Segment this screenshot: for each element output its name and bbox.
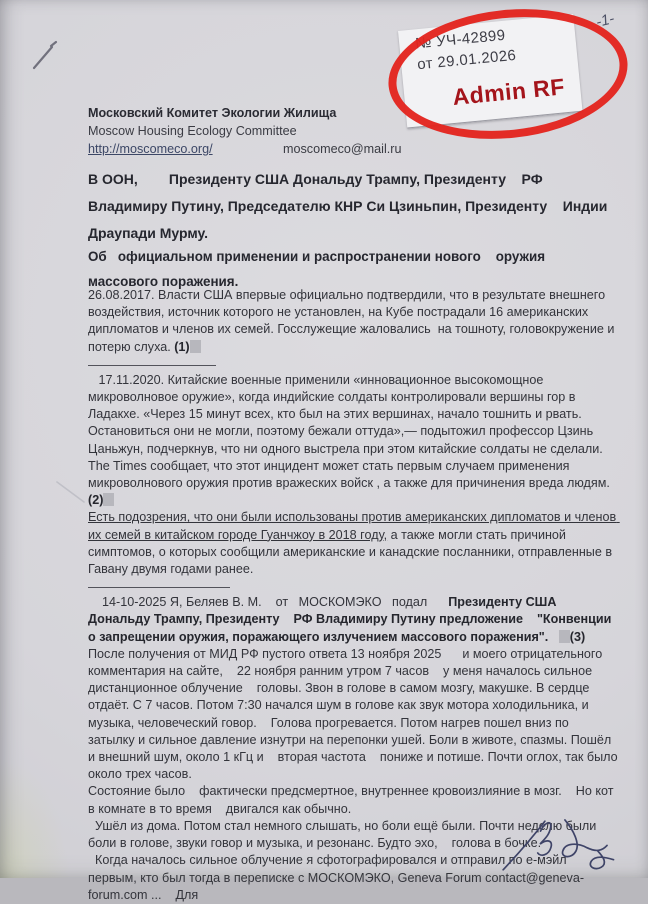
letter-body [88, 287, 622, 904]
paragraph-guangzhou-rest: а также могли стать причиной симптомов, о которых сообщили американские и канадские посланники, отправленные в Гавану двумя годами ранее. [88, 527, 616, 577]
pencil-scratch-icon [54, 476, 88, 510]
org-name-en: Moscow Housing Ecology Committee [88, 124, 297, 138]
proposal-lead: 14-10-2025 Я, Беляев В. М. от МОСКОМЭКО подал [88, 595, 449, 610]
footnote-separator [88, 587, 230, 588]
paragraph-times: The Times сообщает, что этот инцидент может стать первым случаем применения микроволнового оружия против вражеских войск , а также для причинения вреда людям. [88, 458, 610, 491]
addressee-block: В ООН, Президенту США Дональду Трампу, Президенту РФ Владимиру Путину, Председателю КНР Си Цзиньпин, Президенту Индии Драупади Мурму. [88, 171, 612, 241]
proposal-bold: Президенту США Дональду Трампу, Президенту РФ Владимиру Путину предложение "Конвенции о запрещении оружия, поражающего излучением массового поражения". [88, 595, 615, 644]
admin-rf-stamp-label: Admin RF [451, 73, 566, 111]
paragraph-email-sent: Когда началось сильное облучение я сфотографировался и отправил по е-мэйл первым, кто был тогда в переписке с МОСКОМЭКО, Geneva Forum contact@geneva-forum.com ... Для [88, 853, 585, 902]
org-name-ru: Московский Комитет Экологии Жилища [88, 106, 337, 120]
letterhead [88, 104, 618, 158]
highlight-artifact [103, 493, 114, 506]
paragraph-proposal [88, 594, 618, 646]
paragraph-china: 17.11.2020. Китайские военные применили «инновационное высокомощное микроволновое оружие», когда индийские солдаты контролировали вершины гор в Ладакхе. «Через 15 минут всех, кто был на этих вершинах, начало тошнить и рвать. Остановиться они не могли, поэтому бежали оттуда»,— подытожил профессор Цзинь Цаньжун, подчеркнув, что ни одного выстрела при этом китайские солдаты не сделали. [88, 372, 603, 456]
paragraph-guangzhou [88, 509, 618, 578]
paragraph-condition: Состояние было фактически предсмертное, внутреннее кровоизлияние в мозг. Но кот в комнате в то время двигался как обычно. [88, 784, 617, 816]
contact-row [88, 140, 618, 158]
org-email: moscomeco@mail.ru [283, 142, 402, 156]
signature-icon [497, 814, 637, 879]
highlight-artifact [190, 340, 201, 353]
paper-corner-tint [0, 758, 70, 878]
pen-mark-icon [30, 38, 64, 72]
paragraph-cuba-text: 26.08.2017. Власти США впервые официально подтвердили, что в результате внешнего воздействия, источник которого не установлен, на Кубе пострадали 16 американских дипломатов и членов их семей. Госслужещие жаловались на тошноту, головокружение и потерю слуха. [88, 288, 618, 354]
footnote-ref-2-line [88, 492, 618, 509]
subject-line: Об официальном применении и распространении нового оружия массового поражения. [88, 249, 549, 289]
footnote-ref-1: (1) [174, 339, 190, 354]
registration-date: от 29.01.2026 [416, 46, 518, 74]
org-url-link[interactable]: http://moscomeco.org/ [88, 142, 213, 156]
footnote-ref-2: (2) [88, 493, 104, 508]
footnote-ref-3: (3) [569, 629, 586, 644]
underlined-claim: Есть подозрения, что они были использованы против американских дипломатов и членов их семей в китайском городе Гуанчжоу в 2018 году, [88, 510, 620, 542]
handwritten-page-number: -1- [594, 10, 617, 31]
paragraph-left-home: Ушёл из дома. Потом стал немного слышать, но боли ещё были. Почти неделю были боли в голове, звуки говор и музыка, и резонанс. Будто эхо, голова в бочке. [88, 818, 611, 851]
footnote-separator [88, 365, 216, 366]
paragraph-irradiation: После получения от МИД РФ пустого ответа 13 ноября 2025 и моего отрицательного комментария на сайте, 22 ноября ранним утром 7 часов у меня началось сильное дистанционное облучение головы. Звон в голове в самом мозгу, макушке. В сердце отдаёт. С 7 часов. Потом 7:30 начался шум в голове как звук мотора холодильника, и музыка, человеческий говор. Голова прогревается. Потом нагрев пошел вниз по затылку и сильное давление изнутри на перепонки ушей. Боли в животе, спазмы. Пошёл и внешний шум, около 1 кГц и вторая частота пониже и потише. Почти оглох, так было около трех часов. [88, 646, 622, 782]
registration-number: № УЧ-42899 [414, 26, 507, 53]
paragraph-cuba [88, 287, 618, 356]
highlight-artifact [559, 630, 570, 643]
